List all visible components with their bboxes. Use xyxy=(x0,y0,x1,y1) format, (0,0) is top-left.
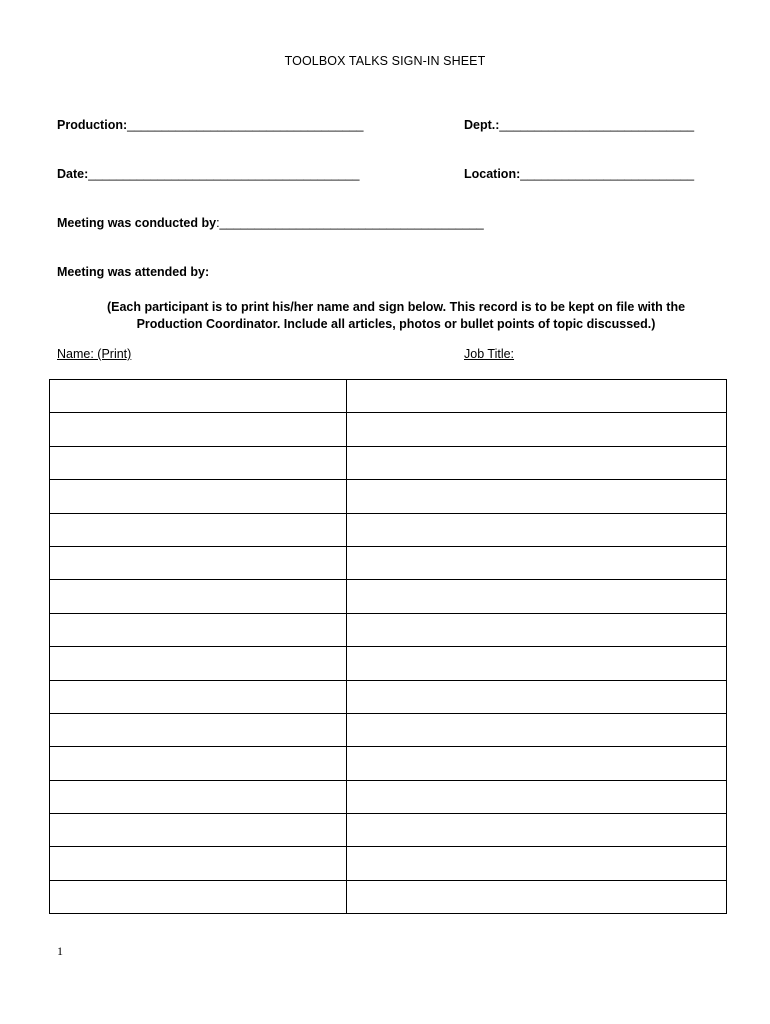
conducted-by-blank[interactable]: ______________________________________ xyxy=(219,216,484,230)
table-row xyxy=(50,613,727,646)
page-number: 1 xyxy=(57,944,63,958)
conducted-by-label: Meeting was conducted by xyxy=(57,216,217,230)
name-cell[interactable] xyxy=(50,713,347,746)
job-title-cell[interactable] xyxy=(347,647,727,680)
name-cell[interactable] xyxy=(50,780,347,813)
name-cell[interactable] xyxy=(50,580,347,613)
table-row xyxy=(50,413,727,446)
job-title-cell[interactable] xyxy=(347,713,727,746)
table-row xyxy=(50,780,727,813)
job-title-cell[interactable] xyxy=(347,446,727,479)
conducted-by-field[interactable] xyxy=(57,216,484,230)
production-label: Production: xyxy=(57,118,128,132)
production-field[interactable] xyxy=(57,118,364,132)
job-title-cell[interactable] xyxy=(347,780,727,813)
table-row xyxy=(50,747,727,780)
location-field[interactable] xyxy=(464,167,694,181)
table-row xyxy=(50,546,727,579)
instructions-line-2: Production Coordinator. Include all articles, photos or bullet points of topic discussed.) xyxy=(136,317,656,331)
table-row xyxy=(50,814,727,847)
table-row xyxy=(50,880,727,913)
name-cell[interactable] xyxy=(50,747,347,780)
date-field[interactable] xyxy=(57,167,359,181)
instructions-note xyxy=(56,299,736,333)
job-title-cell[interactable] xyxy=(347,847,727,880)
document-title: TOOLBOX TALKS SIGN-IN SHEET xyxy=(284,54,486,68)
dept-field[interactable] xyxy=(464,118,694,132)
production-blank[interactable]: __________________________________ xyxy=(127,118,364,132)
job-title-cell[interactable] xyxy=(347,546,727,579)
instructions-line-1: (Each participant is to print his/her name and sign below. This record is to be kept on file with the xyxy=(106,300,686,314)
column-header-job-title: Job Title: xyxy=(464,347,515,361)
table-row xyxy=(50,380,727,413)
job-title-cell[interactable] xyxy=(347,413,727,446)
name-cell[interactable] xyxy=(50,513,347,546)
job-title-cell[interactable] xyxy=(347,680,727,713)
dept-label: Dept.: xyxy=(464,118,500,132)
table-row xyxy=(50,680,727,713)
dept-blank[interactable]: ____________________________ xyxy=(499,118,695,132)
location-blank[interactable]: _________________________ xyxy=(520,167,695,181)
job-title-cell[interactable] xyxy=(347,613,727,646)
name-cell[interactable] xyxy=(50,680,347,713)
name-cell[interactable] xyxy=(50,880,347,913)
sign-in-table xyxy=(49,379,727,914)
name-cell[interactable] xyxy=(50,380,347,413)
column-header-name: Name: (Print) xyxy=(57,347,132,361)
table-row xyxy=(50,847,727,880)
job-title-cell[interactable] xyxy=(347,580,727,613)
table-row xyxy=(50,647,727,680)
attended-by-label: Meeting was attended by: xyxy=(57,265,210,279)
name-cell[interactable] xyxy=(50,480,347,513)
location-label: Location: xyxy=(464,167,521,181)
date-blank[interactable]: _______________________________________ xyxy=(88,167,360,181)
name-cell[interactable] xyxy=(50,446,347,479)
conducted-by-colon: : xyxy=(216,216,220,230)
job-title-cell[interactable] xyxy=(347,513,727,546)
job-title-cell[interactable] xyxy=(347,480,727,513)
name-cell[interactable] xyxy=(50,647,347,680)
name-cell[interactable] xyxy=(50,847,347,880)
table-row xyxy=(50,446,727,479)
name-cell[interactable] xyxy=(50,413,347,446)
job-title-cell[interactable] xyxy=(347,814,727,847)
job-title-cell[interactable] xyxy=(347,880,727,913)
name-cell[interactable] xyxy=(50,546,347,579)
name-cell[interactable] xyxy=(50,814,347,847)
job-title-cell[interactable] xyxy=(347,380,727,413)
table-row xyxy=(50,713,727,746)
table-row xyxy=(50,513,727,546)
table-row xyxy=(50,480,727,513)
job-title-cell[interactable] xyxy=(347,747,727,780)
name-cell[interactable] xyxy=(50,613,347,646)
table-row xyxy=(50,580,727,613)
date-label: Date: xyxy=(57,167,89,181)
